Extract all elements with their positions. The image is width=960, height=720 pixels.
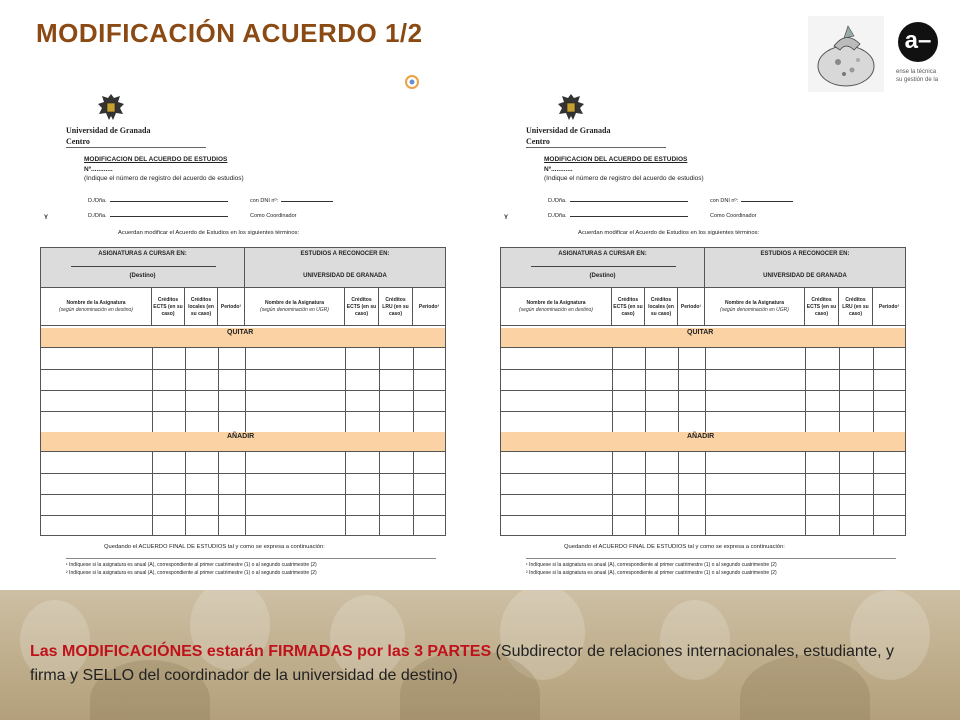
divider	[526, 147, 666, 148]
brand-logo: a– ense la técnica su gestión de la	[896, 22, 948, 92]
band-anadir: AÑADIR	[501, 432, 905, 452]
table-header-destino: ASIGNATURAS A CURSAR EN: (Destino)	[501, 248, 705, 288]
centro-label: Centro	[526, 137, 550, 146]
party2-field[interactable]: D./Dña.	[88, 213, 228, 219]
y-label: Y	[44, 215, 49, 221]
university-crest-icon	[556, 92, 586, 124]
registro-numero: Nº............	[84, 166, 113, 173]
illustration-logo	[808, 16, 884, 92]
signature-note-detail: (Subdirector de relaciones internacionales, estudiante, y firma y SELLO del coordinador de la universidad de destino)	[30, 643, 895, 684]
registro-numero: Nº............	[544, 166, 573, 173]
col-periodo-destino: Periodo¹	[218, 288, 245, 326]
footnote-divider	[66, 558, 436, 559]
col-nombre-ugr: Nombre de la Asignatura (según denominación en UGR)	[245, 288, 345, 326]
footnote-1: ¹ Indíquese si la asignatura es anual (A), correspondiente al primer cuatrimestre (1) o al segundo cuatrimestre (2)	[66, 562, 317, 568]
form-document-left	[40, 92, 448, 586]
col-nombre-ugr: Nombre de la Asignatura (según denominación en UGR)	[705, 288, 805, 326]
slide-title: MODIFICACIÓN ACUERDO 1/2	[36, 18, 423, 48]
registro-hint: (Indique el número de registro del acuerdo de estudios)	[84, 175, 244, 182]
quedando-text: Quedando el ACUERDO FINAL DE ESTUDIOS tal y como se expresa a continuación:	[104, 544, 325, 550]
col-ects-ugr: Créditos ECTS (en su caso)	[805, 288, 839, 326]
party2-field[interactable]: D./Dña.	[548, 213, 688, 219]
table-header-destino: ASIGNATURAS A CURSAR EN: (Destino)	[41, 248, 245, 288]
col-ects-ugr: Créditos ECTS (en su caso)	[345, 288, 379, 326]
table-header-ugr: ESTUDIOS A RECONOCER EN: UNIVERSIDAD DE GRANADA	[245, 248, 445, 288]
col-periodo-destino: Periodo¹	[678, 288, 705, 326]
col-periodo-ugr: Periodo²	[418, 303, 440, 310]
col-ects-destino: Créditos ECTS (en su caso)	[612, 288, 645, 326]
coordinator-role: Como Coordinador	[250, 213, 297, 219]
acuerdan-text: Acuerdan modificar el Acuerdo de Estudios en los siguientes términos:	[118, 230, 300, 236]
centro-label: Centro	[66, 137, 90, 146]
table-column-headers	[41, 288, 445, 326]
footnote-divider	[526, 558, 896, 559]
col-lru: Créditos LRU (en su caso)	[379, 288, 413, 326]
dni-field[interactable]: con DNI nº:	[710, 198, 793, 204]
university-crest-icon	[96, 92, 126, 124]
col-ects-destino: Créditos ECTS (en su caso)	[152, 288, 185, 326]
table-header-ugr: ESTUDIOS A RECONOCER EN: UNIVERSIDAD DE GRANADA	[705, 248, 905, 288]
university-name: Universidad de Granada	[526, 126, 611, 135]
col-lru: Créditos LRU (en su caso)	[839, 288, 873, 326]
registro-hint: (Indique el número de registro del acuerdo de estudios)	[544, 175, 704, 182]
col-locales: Créditos locales (en su caso)	[645, 288, 678, 326]
dni-field[interactable]: con DNI nº:	[250, 198, 333, 204]
quedando-text: Quedando el ACUERDO FINAL DE ESTUDIOS tal y como se expresa a continuación:	[564, 544, 785, 550]
party1-field[interactable]: D./Dña.	[548, 198, 688, 204]
form-heading: MODIFICACION DEL ACUERDO DE ESTUDIOS	[84, 156, 228, 163]
footnote-2: ² Indíquese si la asignatura es anual (A), correspondiente al primer cuatrimestre (1) o al segundo cuatrimestre (2)	[526, 570, 777, 576]
coordinator-role: Como Coordinador	[710, 213, 757, 219]
form-document-right	[500, 92, 908, 586]
small-badge-icon	[404, 74, 420, 90]
band-quitar: QUITAR	[41, 328, 445, 348]
signature-note-emphasis: Las MODIFICACIÓNES estarán FIRMADAS por las 3 PARTES	[30, 643, 492, 660]
col-nombre-destino: Nombre de la Asignatura (según denominación en destino)	[41, 288, 152, 326]
y-label: Y	[504, 215, 509, 221]
band-anadir: AÑADIR	[41, 432, 445, 452]
signature-note	[30, 640, 930, 688]
university-name: Universidad de Granada	[66, 126, 151, 135]
party1-field[interactable]: D./Dña.	[88, 198, 228, 204]
form-heading: MODIFICACION DEL ACUERDO DE ESTUDIOS	[544, 156, 688, 163]
study-agreement-table	[500, 247, 906, 536]
table-column-headers	[501, 288, 905, 326]
col-locales: Créditos locales (en su caso)	[185, 288, 218, 326]
footnote-2: ² Indíquese si la asignatura es anual (A), correspondiente al primer cuatrimestre (1) o al segundo cuatrimestre (2)	[66, 570, 317, 576]
acuerdan-text: Acuerdan modificar el Acuerdo de Estudios en los siguientes términos:	[578, 230, 760, 236]
divider	[66, 147, 206, 148]
brand-tagline: ense la técnica su gestión de la	[896, 69, 939, 83]
col-periodo-ugr: Periodo²	[878, 303, 900, 310]
footnote-1: ¹ Indíquese si la asignatura es anual (A), correspondiente al primer cuatrimestre (1) o al segundo cuatrimestre (2)	[526, 562, 777, 568]
band-quitar: QUITAR	[501, 328, 905, 348]
col-nombre-destino: Nombre de la Asignatura (según denominación en destino)	[501, 288, 612, 326]
study-agreement-table	[40, 247, 446, 536]
brand-letter: a	[904, 27, 918, 54]
